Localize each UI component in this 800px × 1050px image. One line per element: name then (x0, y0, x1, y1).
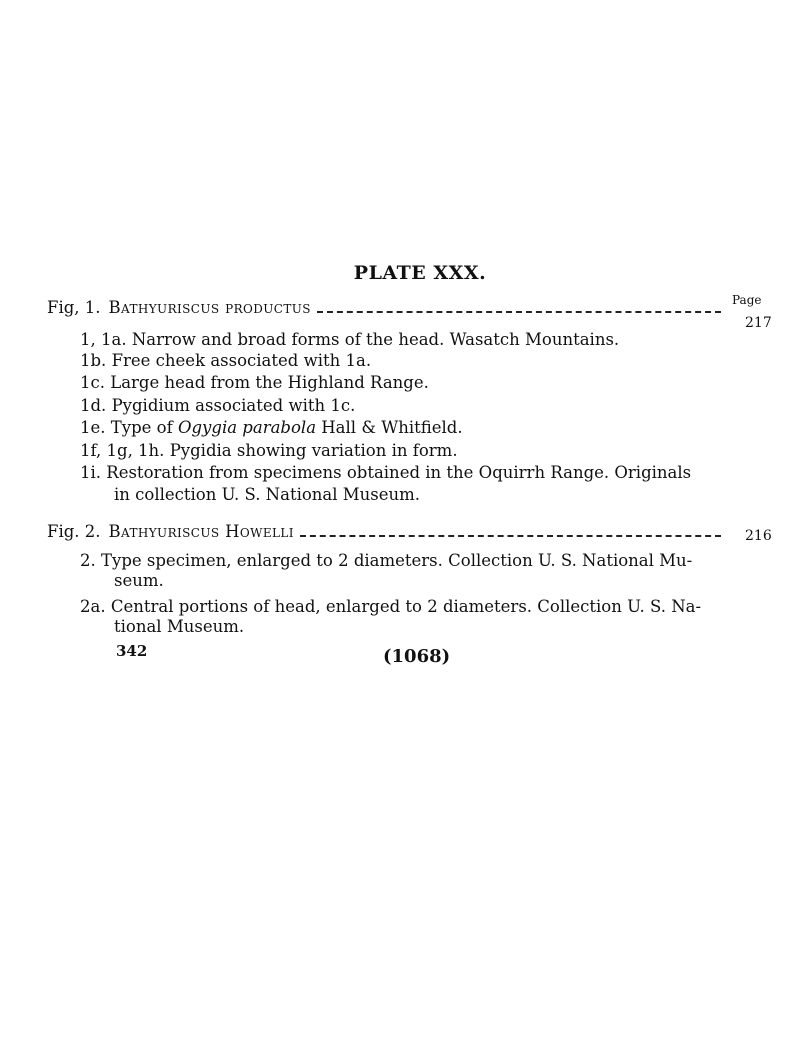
item-lead: 1i. (80, 463, 102, 482)
figure-2-page: 216 (745, 528, 772, 544)
plate-title: PLATE XXX. (353, 262, 487, 284)
page-number: 342 (116, 642, 148, 660)
figure-1-item-6 (80, 441, 458, 460)
figure-2-item-1-continuation: seum. (114, 571, 164, 590)
item-text: Pygidium associated with 1c. (111, 396, 356, 415)
item-lead: 1c. (80, 373, 105, 392)
figure-2-item-1 (80, 551, 692, 570)
page-column-heading: Page (732, 293, 762, 307)
figure-2-name: Bathyuriscus Howelli (108, 522, 294, 541)
figure-2-item-2 (80, 597, 701, 616)
figure-1-item-4 (80, 396, 355, 415)
item-text: Pygidia showing variation in form. (169, 441, 458, 460)
figure-2-heading (47, 522, 727, 541)
item-text: Type specimen, enlarged to 2 diameters. Collection U. S. National Mu- (101, 551, 693, 570)
figure-1-item-7-continuation: in collection U. S. National Museum. (114, 485, 421, 504)
figure-1-item-3 (80, 373, 429, 392)
dot-leader (317, 311, 721, 313)
item-text: Central portions of head, enlarged to 2 diameters. Collection U. S. Na- (110, 597, 702, 616)
figure-1-heading (47, 298, 727, 317)
figure-2-item-2-continuation: tional Museum. (114, 617, 245, 636)
item-lead: 1e. (80, 418, 106, 437)
item-text: Free cheek associated with 1a. (111, 351, 372, 370)
item-lead: 1b. (80, 351, 107, 370)
figure-1-label: Fig, 1. (47, 298, 101, 317)
figure-1-name: Bathyuriscus productus (108, 298, 311, 317)
dot-leader (300, 535, 721, 537)
item-lead: 2. (80, 551, 96, 570)
figure-1-item-5 (80, 418, 463, 437)
item-lead: 1, 1a. (80, 330, 127, 349)
plate-page-number: (1068) (383, 646, 451, 667)
item-text: Narrow and broad forms of the head. Wasatch Mountains. (131, 330, 620, 349)
item-lead: 1f, 1g, 1h. (80, 441, 165, 460)
figure-1-item-1 (80, 330, 619, 349)
figure-1-page: 217 (745, 315, 772, 331)
figure-1-item-2 (80, 351, 371, 370)
item-lead: 2a. (80, 597, 106, 616)
item-text: Type of (110, 418, 173, 437)
item-text: Large head from the Highland Range. (110, 373, 429, 392)
figure-2-label: Fig. 2. (47, 522, 101, 541)
figure-1-item-7 (80, 463, 691, 482)
item-text: Restoration from specimens obtained in the Oquirrh Range. Originals (106, 463, 692, 482)
item-text: Hall & Whitfield. (321, 418, 463, 437)
item-lead: 1d. (80, 396, 107, 415)
item-text-italic: Ogygia parabola (177, 418, 317, 437)
